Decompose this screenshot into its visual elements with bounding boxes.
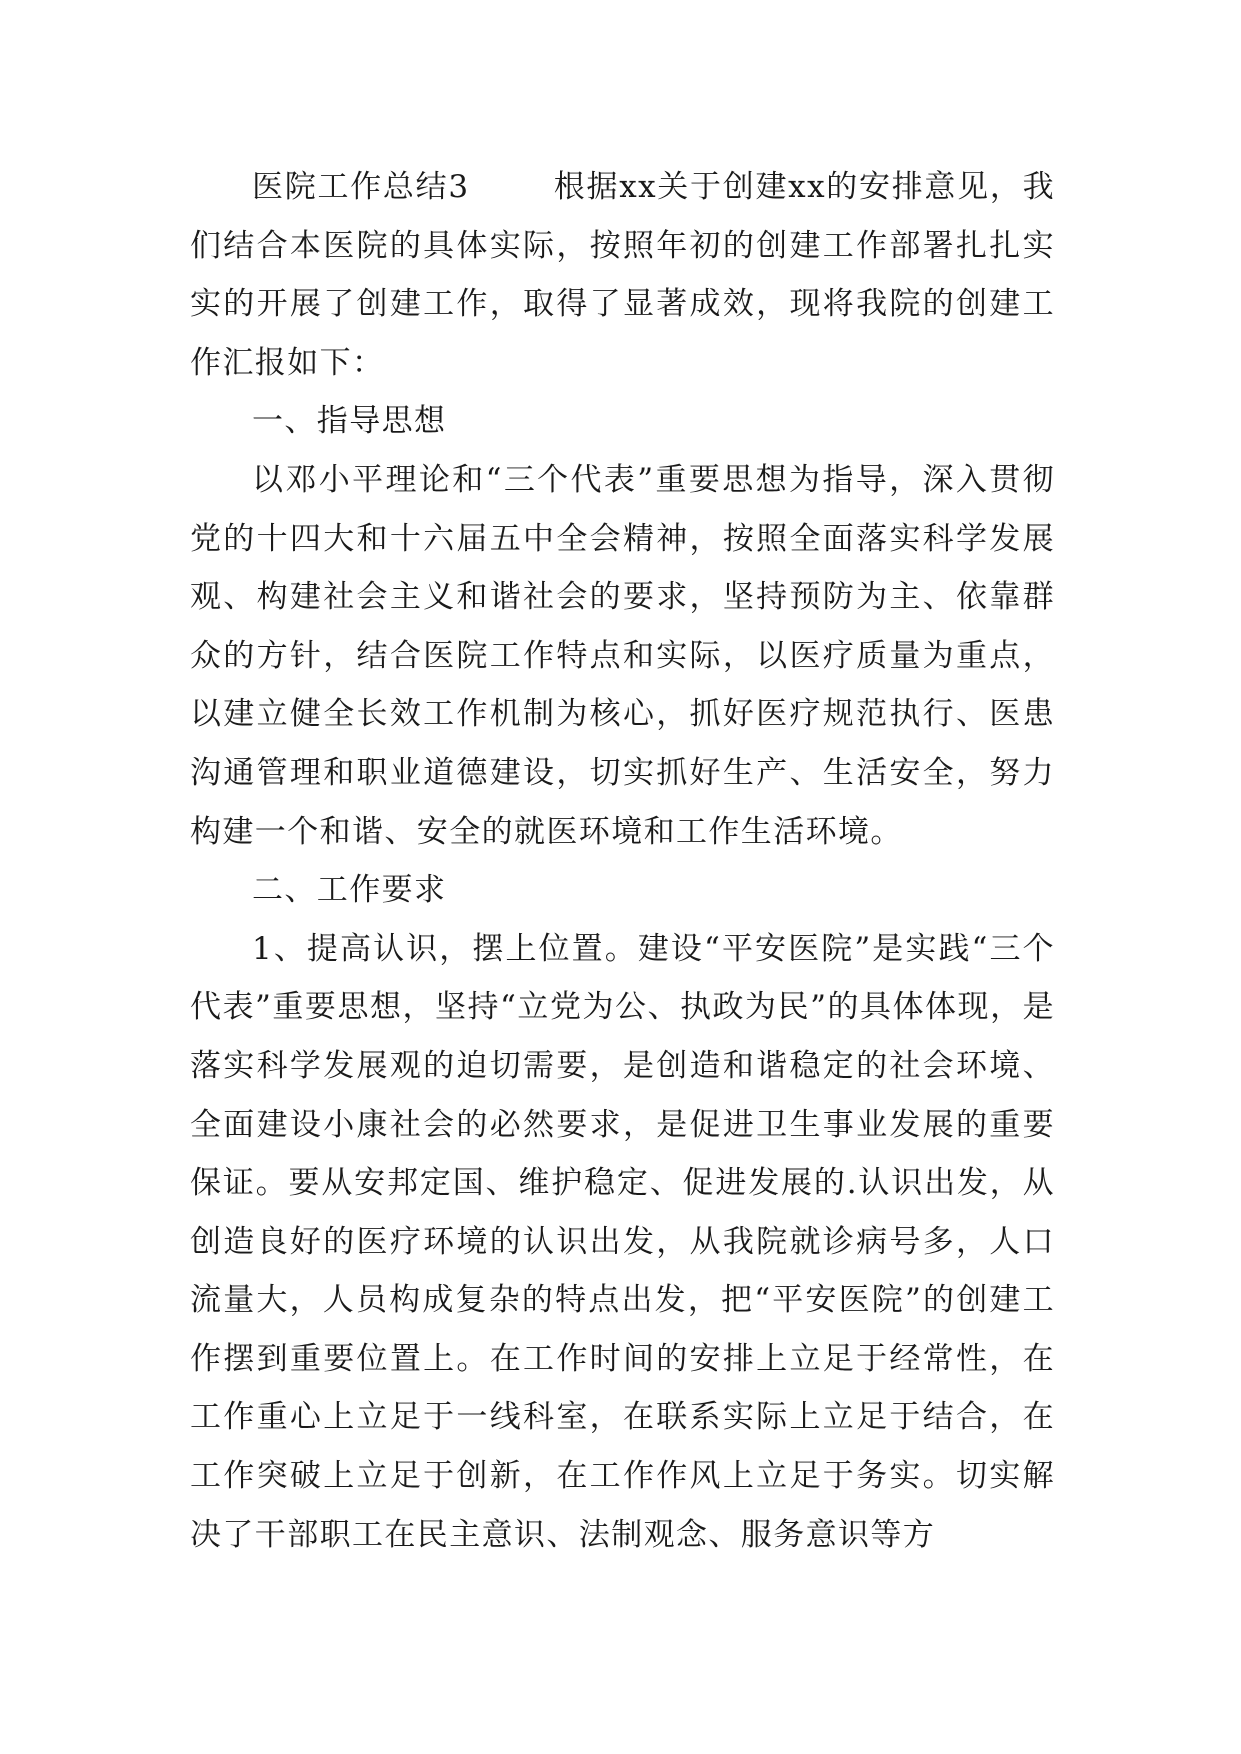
document-title: 医院工作总结3	[252, 169, 470, 205]
section-heading-guiding-ideology: 一、指导思想	[252, 403, 447, 440]
section-paragraph-guiding-ideology: 以邓小平理论和“三个代表”重要思想为指导，深入贯彻党的十四大和十六届五中全会精神，按照全面落实科学发展观、构建社会主义和谐社会的要求，坚持预防为主、依靠群众的方针，结合医院工作特点和实际，以医疗质量为重点，以建立健全长效工作机制为核心，抓好医疗规范执行、医患沟通管理和职业道德建设，切实抓好生产、生活安全，努力构建一个和谐、安全的就医环境和工作生活环境。	[190, 461, 1055, 850]
document-body	[190, 158, 1055, 1564]
section-paragraph-work-requirements: 1、提高认识，摆上位置。建设“平安医院”是实践“三个代表”重要思想，坚持“立党为公、执政为民”的具体体现，是落实科学发展观的迫切需要，是创造和谐稳定的社会环境、全面建设小康社会的必然要求，是促进卫生事业发展的重要保证。要从安邦定国、维护稳定、促进发展的.认识出发，从创造良好的医疗环境的认识出发，从我院就诊病号多，人口流量大，人员构成复杂的特点出发，把“平安医院”的创建工作摆到重要位置上。在工作时间的安排上立足于经常性，在工作重心上立足于一线科室，在联系实际上立足于结合，在工作突破上立足于创新，在工作作风上立足于务实。切实解决了干部职工在民主意识、法制观念、服务意识等方	[190, 930, 1055, 1553]
intro-paragraph	[190, 158, 1055, 392]
section-heading-work-requirements: 二、工作要求	[252, 872, 447, 909]
intro-text: 根据xx关于创建xx的安排意见，我们结合本医院的具体实际，按照年初的创建工作部署扎扎实实的开展了创建工作，取得了显著成效，现将我院的创建工作汇报如下：	[190, 169, 1055, 381]
